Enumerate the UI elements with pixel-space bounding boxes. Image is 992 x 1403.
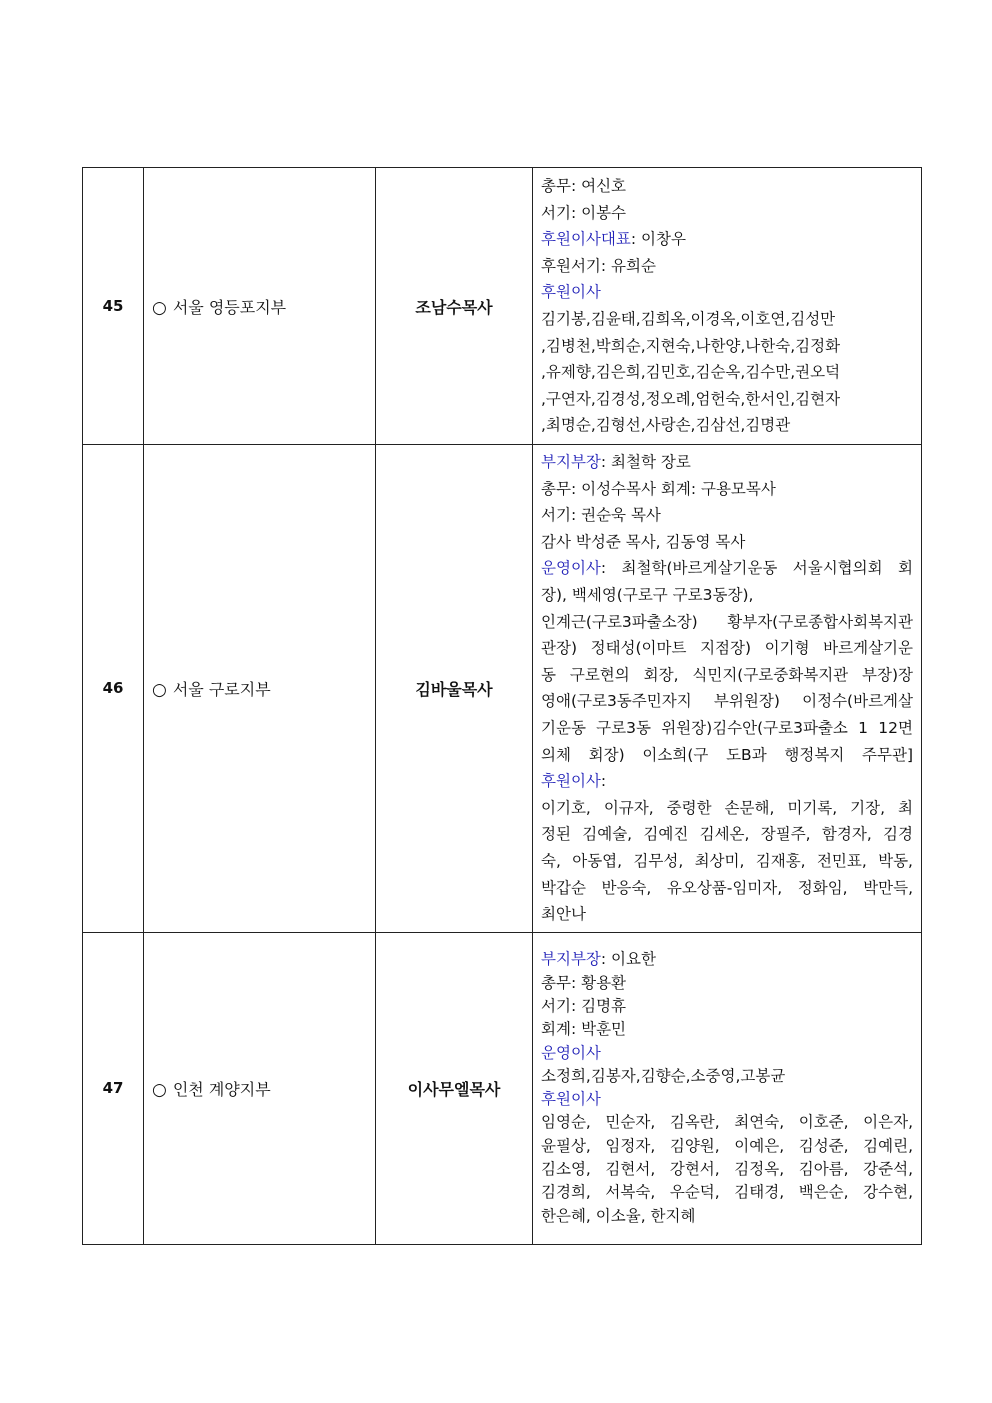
branch-name: 서울 영등포지부 [172, 297, 287, 317]
row-number: 47 [83, 932, 144, 1244]
detail-line [541, 901, 913, 928]
line-text: 김소영, 김현서, 강현서, 김정옥, 김아름, 강준석, [541, 1160, 913, 1179]
line-text: ,유제향,김은희,김민호,김순옥,김수만,권오덕 [541, 363, 841, 382]
detail-line [541, 555, 913, 582]
detail-line [541, 1111, 913, 1134]
detail-line [541, 279, 913, 306]
role-label: 운영이사 [541, 559, 601, 578]
detail-line [541, 1205, 913, 1228]
line-text: 총무: 이성수목사 회계: 구용모목사 [541, 479, 776, 498]
line-text: 김기봉,김윤태,김희옥,이경옥,이호연,김성만 [541, 310, 836, 328]
line-text: 김경희, 서복숙, 우순덕, 김태경, 백은순, 강수현, [541, 1183, 913, 1202]
roster-table [82, 167, 922, 1245]
row-number: 46 [83, 445, 144, 933]
detail-cell [533, 445, 922, 933]
detail-line [541, 972, 913, 995]
line-text: 후원서기: 유희순 [541, 256, 656, 275]
detail-line [541, 226, 913, 253]
detail-line [541, 821, 913, 848]
detail-line [541, 359, 913, 386]
detail-line [541, 635, 913, 662]
line-text: : 최철학(바르게살기운동 서울시협의회 회 [600, 559, 913, 578]
line-text: 서기: 김명휴 [541, 997, 627, 1015]
line-text: 인계근(구로3파출소장) 황부자(구로종합사회복지관 [541, 612, 913, 631]
line-text: ,김병천,박희순,지현숙,나한양,나한숙,김정화 [541, 336, 841, 355]
line-text: 장), 백세영(구로구 구로3동장), [541, 585, 754, 604]
detail-line [541, 1181, 913, 1204]
pastor-name: 조남수목사 [376, 168, 533, 445]
line-text: ,최명순,김형선,사랑손,김삼선,김명관 [541, 416, 791, 435]
detail-cell [533, 932, 922, 1244]
line-text: 관장) 정태성(이마트 지점장) 이기형 바르게살기운 [541, 639, 913, 658]
detail-line [541, 1042, 913, 1065]
detail-line [541, 795, 913, 822]
detail-line [541, 1088, 913, 1111]
detail-line [541, 529, 913, 556]
line-text: 총무: 황용환 [541, 973, 627, 992]
pastor-name: 김바울목사 [376, 445, 533, 933]
line-text: 서기: 권순욱 목사 [541, 506, 661, 525]
line-text: 정된 김예술, 김예진 김세온, 장필주, 함경자, 김경 [541, 825, 913, 844]
circle-marker: ○ [152, 679, 167, 700]
line-text: 소정희,김봉자,김향순,소중영,고봉균 [541, 1066, 786, 1085]
detail-line [541, 662, 913, 689]
line-text: 동 구로현의 회장, 식민지(구로중화복지관 부장)장 [541, 665, 913, 684]
line-text: 이기호, 이규자, 중령한 손문해, 미기록, 기장, 최 [541, 798, 913, 817]
line-text: 서기: 이봉수 [541, 203, 627, 222]
line-text: : 이요한 [600, 950, 656, 969]
circle-marker: ○ [152, 1079, 167, 1100]
role-label: 부지부장 [541, 950, 601, 969]
detail-line [541, 715, 913, 742]
line-text: 윤필상, 임정자, 김양원, 이예은, 김성준, 김예린, [541, 1136, 913, 1155]
role-label: 부지부장 [541, 453, 601, 471]
detail-line [541, 848, 913, 875]
detail-line [541, 333, 913, 360]
line-text: : 최철학 장로 [600, 453, 691, 471]
line-text: 최안나 [541, 905, 586, 924]
role-label: 후원이사대표 [541, 230, 631, 249]
detail-line [541, 502, 913, 529]
detail-line [541, 582, 913, 609]
line-text: 한은혜, 이소율, 한지혜 [541, 1206, 696, 1225]
branch-cell [144, 168, 376, 445]
detail-line [541, 1018, 913, 1041]
role-label: 후원이사 [541, 772, 601, 791]
line-text: : [600, 772, 607, 791]
detail-line [541, 1158, 913, 1181]
detail-line [541, 609, 913, 636]
line-text: 박갑순 반응숙, 유오상품-임미자, 정화임, 박만득, [541, 878, 913, 897]
detail-line [541, 1065, 913, 1088]
table-row [83, 932, 922, 1244]
pastor-name: 이사무엘목사 [376, 932, 533, 1244]
detail-line [541, 688, 913, 715]
branch-cell [144, 932, 376, 1244]
table-row [83, 445, 922, 933]
table-row [83, 168, 922, 445]
detail-line [541, 768, 913, 795]
detail-line [541, 476, 913, 503]
detail-line [541, 742, 913, 769]
detail-line [541, 995, 913, 1018]
line-text: 회계: 박훈민 [541, 1020, 627, 1039]
detail-line [541, 200, 913, 227]
line-text: 임영순, 민순자, 김옥란, 최연숙, 이호준, 이은자, [541, 1113, 913, 1132]
line-text: 총무: 여신호 [541, 177, 627, 196]
detail-line [541, 948, 913, 971]
detail-line [541, 386, 913, 413]
role-label: 후원이사 [541, 1090, 601, 1109]
detail-line [541, 412, 913, 439]
line-text: : 이창우 [630, 230, 686, 249]
line-text: 숙, 아동엽, 김무성, 최상미, 김재홍, 전민표, 박동, [541, 851, 913, 870]
line-text: ,구연자,김경성,정오례,엄헌숙,한서인,김현자 [541, 389, 841, 408]
role-label: 운영이사 [541, 1043, 601, 1062]
detail-line [541, 253, 913, 280]
detail-cell [533, 168, 922, 445]
detail-line [541, 1135, 913, 1158]
role-label: 후원이사 [541, 283, 601, 302]
detail-line [541, 875, 913, 902]
detail-line [541, 306, 913, 333]
branch-cell [144, 445, 376, 933]
branch-name: 인천 계양지부 [172, 1079, 271, 1099]
line-text: 감사 박성준 목사, 김동영 목사 [541, 532, 746, 551]
row-number: 45 [83, 168, 144, 445]
detail-line [541, 173, 913, 200]
line-text: 기운동 구로3동 위원장)김수안(구로3파출소 1 12면 [541, 718, 913, 737]
circle-marker: ○ [152, 297, 167, 318]
line-text: 의체 회장) 이소희(구 도B과 행정복지 주무관] [541, 745, 913, 764]
branch-name: 서울 구로지부 [172, 679, 271, 699]
line-text: 영애(구로3동주민자지 부위원장) 이정수(바르게살 [541, 692, 913, 711]
detail-line [541, 449, 913, 476]
